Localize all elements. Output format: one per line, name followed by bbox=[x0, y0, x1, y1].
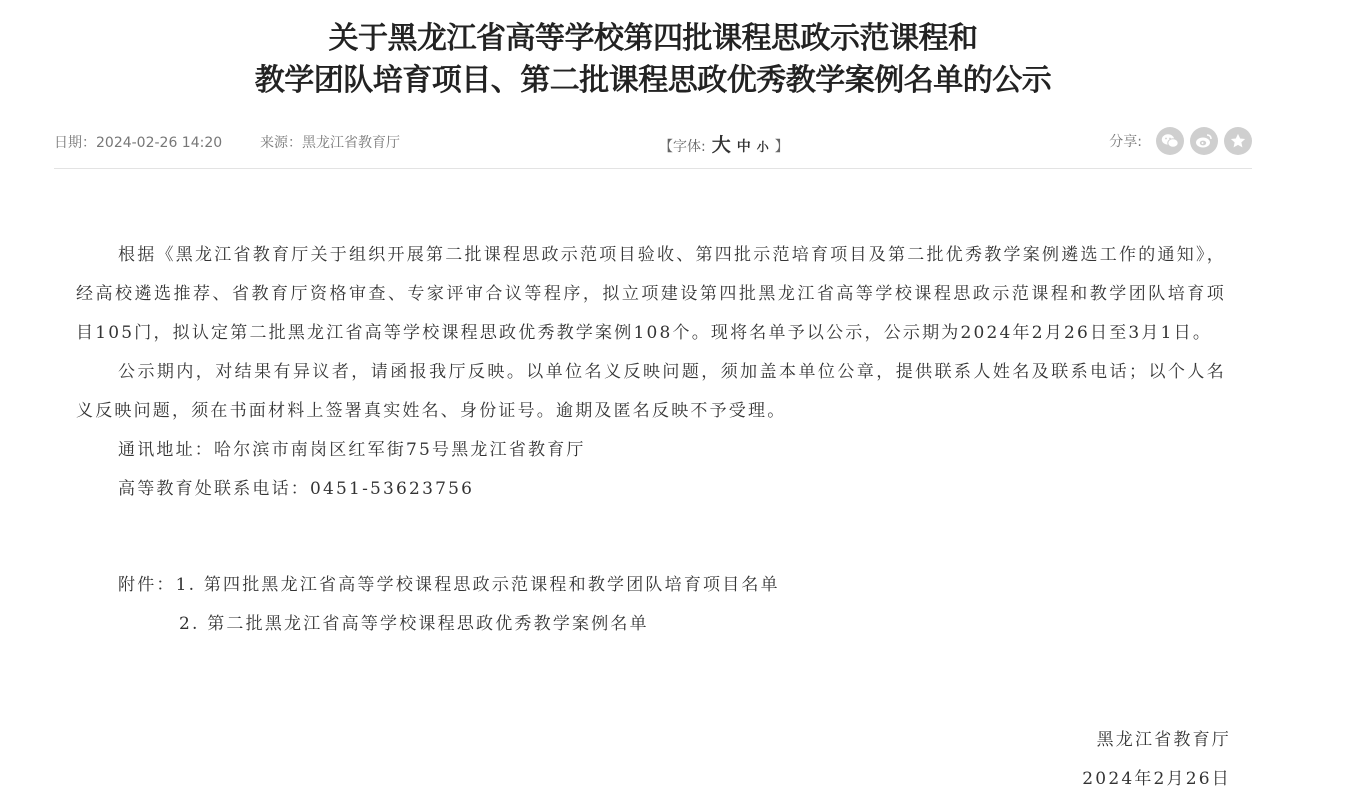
meta-divider bbox=[54, 168, 1252, 169]
article-title-line-1: 关于黑龙江省高等学校第四批课程思政示范课程和 bbox=[328, 21, 978, 56]
attachments-label: 附件： bbox=[118, 575, 176, 595]
wechat-icon[interactable] bbox=[1156, 127, 1184, 155]
article-source: 来源：黑龙江省教育厅 bbox=[260, 135, 400, 151]
font-size-label-open: 【字体: bbox=[659, 139, 706, 155]
font-size-small-button[interactable]: 小 bbox=[756, 140, 769, 154]
weibo-icon[interactable] bbox=[1190, 127, 1218, 155]
share-bar bbox=[1109, 127, 1252, 155]
signature-date: 2024年2月26日 bbox=[1082, 769, 1231, 789]
favorite-star-icon[interactable] bbox=[1224, 127, 1252, 155]
share-label: 分享: bbox=[1109, 134, 1142, 150]
attachment-row-1 bbox=[76, 566, 1226, 605]
contact-phone-line: 高等教育处联系电话：0451-53623756 bbox=[118, 479, 475, 499]
article-body bbox=[76, 236, 1226, 644]
publish-date: 日期：2024-02-26 14:20 bbox=[54, 135, 223, 151]
font-size-switcher bbox=[659, 130, 789, 157]
body-paragraph-2: 公示期内，对结果有异议者，请函报我厅反映。以单位名义反映问题，须加盖本单位公章，提供联系人姓名及联系电话；以个人名义反映问题，须在书面材料上签署真实姓名、身份证号。逾期及匿名反映不予受理。 bbox=[76, 362, 1226, 421]
address-line: 通讯地址：哈尔滨市南岗区红军街75号黑龙江省教育厅 bbox=[118, 440, 586, 460]
font-size-label-close: 】 bbox=[774, 139, 789, 155]
attachments bbox=[76, 566, 1226, 644]
body-paragraph-1: 根据《黑龙江省教育厅关于组织开展第二批课程思政示范项目验收、第四批示范培育项目及第二批优秀教学案例遴选工作的通知》，经高校遴选推荐、省教育厅资格审查、专家评审合议等程序，拟立项建设第四批黑龙江省高等学校课程思政示范课程和教学团队培育项目105门，拟认定第二批黑龙江省高等学校课程思政优秀教学案例108个。现将名单予以公示，公示期为2024年2月26日至3月1日。 bbox=[76, 245, 1226, 343]
attachment-row-2 bbox=[76, 605, 1226, 644]
article-meta-bar bbox=[54, 132, 1252, 154]
signature-org: 黑龙江省教育厅 bbox=[1096, 730, 1231, 750]
font-size-medium-button[interactable]: 中 bbox=[736, 139, 751, 155]
attachment-link-2[interactable]: 2. 第二批黑龙江省高等学校课程思政优秀教学案例名单 bbox=[179, 614, 649, 634]
attachment-link-1[interactable]: 1. 第四批黑龙江省高等学校课程思政示范课程和教学团队培育项目名单 bbox=[175, 575, 780, 595]
article-title-line-2: 教学团队培育项目、第二批课程思政优秀教学案例名单的公示 bbox=[254, 63, 1052, 98]
font-size-large-button[interactable]: 大 bbox=[711, 134, 731, 156]
